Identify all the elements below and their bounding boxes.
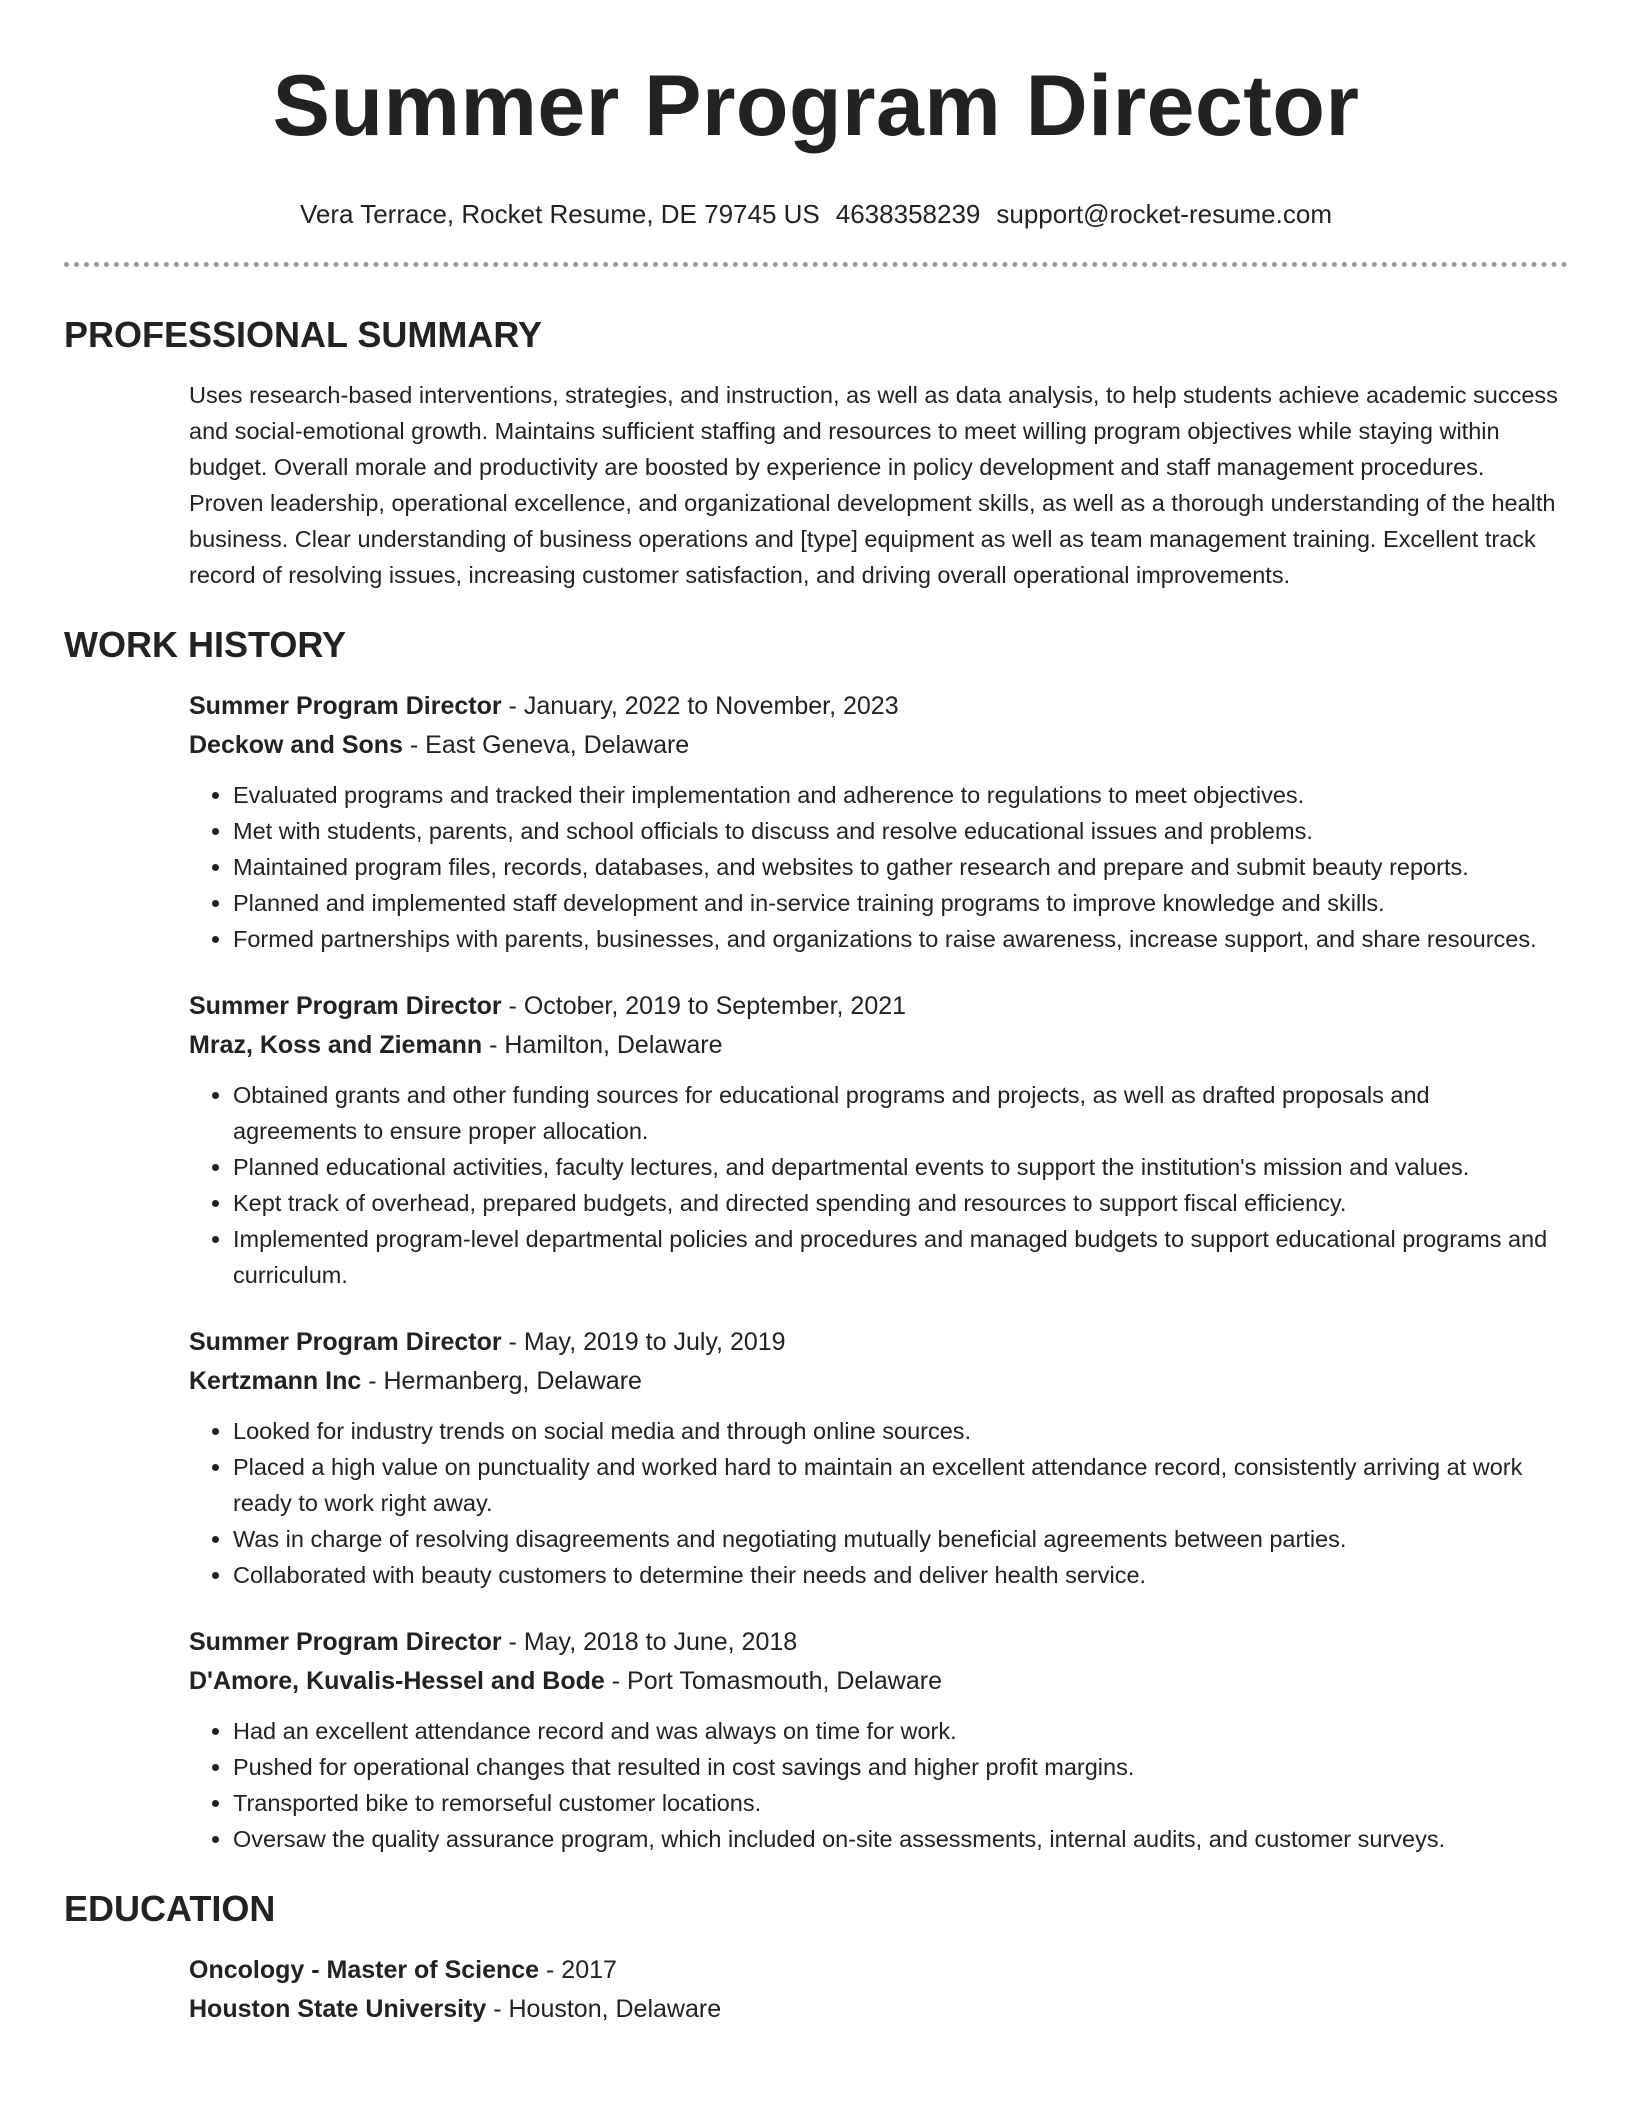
contact-address: Vera Terrace, Rocket Resume, DE 79745 US xyxy=(299,199,820,229)
education-entry xyxy=(189,1951,1560,2029)
education-year: - 2017 xyxy=(539,1956,617,1984)
job-role: Summer Program Director xyxy=(189,692,502,720)
duty-item: • Met with students, parents, and school officials to discuss and resolve educational issues and problems. xyxy=(233,813,1560,849)
contact-email: support@rocket-resume.com xyxy=(996,199,1332,229)
job-dates: - May, 2018 to June, 2018 xyxy=(501,1628,798,1656)
job-company: Kertzmann Inc xyxy=(189,1367,362,1395)
job-entry xyxy=(189,987,1560,1293)
job-role: Summer Program Director xyxy=(189,1628,502,1656)
education-heading: EDUCATION xyxy=(64,1888,276,1929)
education-degree: Oncology - Master of Science xyxy=(189,1956,540,1984)
job-company-line xyxy=(189,1026,1560,1065)
job-entry xyxy=(189,1623,1560,1857)
job-company-line xyxy=(189,1362,1560,1401)
job-company-line xyxy=(189,726,1560,765)
duty-item: • Collaborated with beauty customers to determine their needs and deliver health service. xyxy=(233,1557,1560,1593)
duty-item: • Planned and implemented staff development and in-service training programs to improve knowledge and skills. xyxy=(233,885,1560,921)
duty-item: • Oversaw the quality assurance program, which included on-site assessments, internal audits, and customer surveys. xyxy=(233,1821,1560,1857)
job-duties xyxy=(189,777,1560,957)
duty-item: • Pushed for operational changes that resulted in cost savings and higher profit margins. xyxy=(233,1749,1560,1785)
job-title-line xyxy=(189,687,1560,726)
job-location: - Port Tomasmouth, Delaware xyxy=(604,1667,942,1695)
education-school-line xyxy=(189,1990,1560,2029)
education-degree-line xyxy=(189,1951,1560,1990)
resume-header xyxy=(0,0,1632,232)
duty-item: • Kept track of overhead, prepared budgets, and directed spending and resources to support fiscal efficiency. xyxy=(233,1185,1560,1221)
job-duties xyxy=(189,1713,1560,1857)
job-entry xyxy=(189,687,1560,957)
duty-item: • Implemented program-level departmental policies and procedures and managed budgets to support educational programs and curriculum. xyxy=(233,1221,1560,1293)
duty-item: • Obtained grants and other funding sources for educational programs and projects, as well as drafted proposals and agreements to ensure proper allocation. xyxy=(233,1077,1560,1149)
duty-item: • Transported bike to remorseful customer locations. xyxy=(233,1785,1560,1821)
duty-item: • Planned educational activities, faculty lectures, and departmental events to support the institution's mission and values. xyxy=(233,1149,1560,1185)
job-location: - East Geneva, Delaware xyxy=(402,731,690,759)
job-dates: - January, 2022 to November, 2023 xyxy=(501,692,899,720)
summary-text: Uses research-based interventions, strategies, and instruction, as well as data analysis, to help students achieve academic success and social-emotional growth. Maintains sufficient staffing and resources to meet willing program objectives while staying within budget. Overall morale and productivity are boosted by experience in policy development and staff management procedures. Proven leadership, operational excellence, and organizational development skills, as well as a thorough understanding of the health business. Clear understanding of business operations and [type] equipment as well as team management training. Excellent track record of resolving issues, increasing customer satisfaction, and driving overall operational improvements. xyxy=(189,382,1558,588)
duty-item: • Was in charge of resolving disagreements and negotiating mutually beneficial agreements between parties. xyxy=(233,1521,1560,1557)
job-company: Mraz, Koss and Ziemann xyxy=(189,1031,483,1059)
duty-item: • Had an excellent attendance record and was always on time for work. xyxy=(233,1713,1560,1749)
job-title-line xyxy=(189,1623,1560,1662)
job-entry xyxy=(189,1323,1560,1593)
duty-item: • Maintained program files, records, databases, and websites to gather research and prepare and submit beauty reports. xyxy=(233,849,1560,885)
job-company-line xyxy=(189,1662,1560,1701)
contact-phone: 4638358239 xyxy=(835,199,981,229)
duty-item: • Evaluated programs and tracked their implementation and adherence to regulations to meet objectives. xyxy=(233,777,1560,813)
job-dates: - May, 2019 to July, 2019 xyxy=(501,1328,786,1356)
contact-line xyxy=(0,196,1632,232)
job-role: Summer Program Director xyxy=(189,1328,502,1356)
duty-item: • Formed partnerships with parents, businesses, and organizations to raise awareness, increase support, and share resources. xyxy=(233,921,1560,957)
header-divider xyxy=(64,262,1568,267)
job-location: - Hermanberg, Delaware xyxy=(361,1367,642,1395)
job-role: Summer Program Director xyxy=(189,992,502,1020)
duty-item: • Looked for industry trends on social media and through online sources. xyxy=(233,1413,1560,1449)
job-company: D'Amore, Kuvalis-Hessel and Bode xyxy=(189,1667,605,1695)
job-dates: - October, 2019 to September, 2021 xyxy=(501,992,907,1020)
education-school: Houston State University xyxy=(189,1995,487,2023)
work-history-section xyxy=(64,621,1568,1857)
job-title-line xyxy=(189,987,1560,1026)
job-title-line xyxy=(189,1323,1560,1362)
work-history-heading: WORK HISTORY xyxy=(64,624,347,665)
candidate-name: Summer Program Director xyxy=(272,58,1360,154)
education-section xyxy=(64,1885,1568,2029)
job-duties xyxy=(189,1413,1560,1593)
education-location: - Houston, Delaware xyxy=(486,1995,722,2023)
summary-heading: PROFESSIONAL SUMMARY xyxy=(64,314,543,355)
job-company: Deckow and Sons xyxy=(189,731,403,759)
job-location: - Hamilton, Delaware xyxy=(482,1031,723,1059)
duty-item: • Placed a high value on punctuality and worked hard to maintain an excellent attendance record, consistently arriving at work ready to work right away. xyxy=(233,1449,1560,1521)
job-duties xyxy=(189,1077,1560,1293)
summary-section xyxy=(64,311,1568,593)
